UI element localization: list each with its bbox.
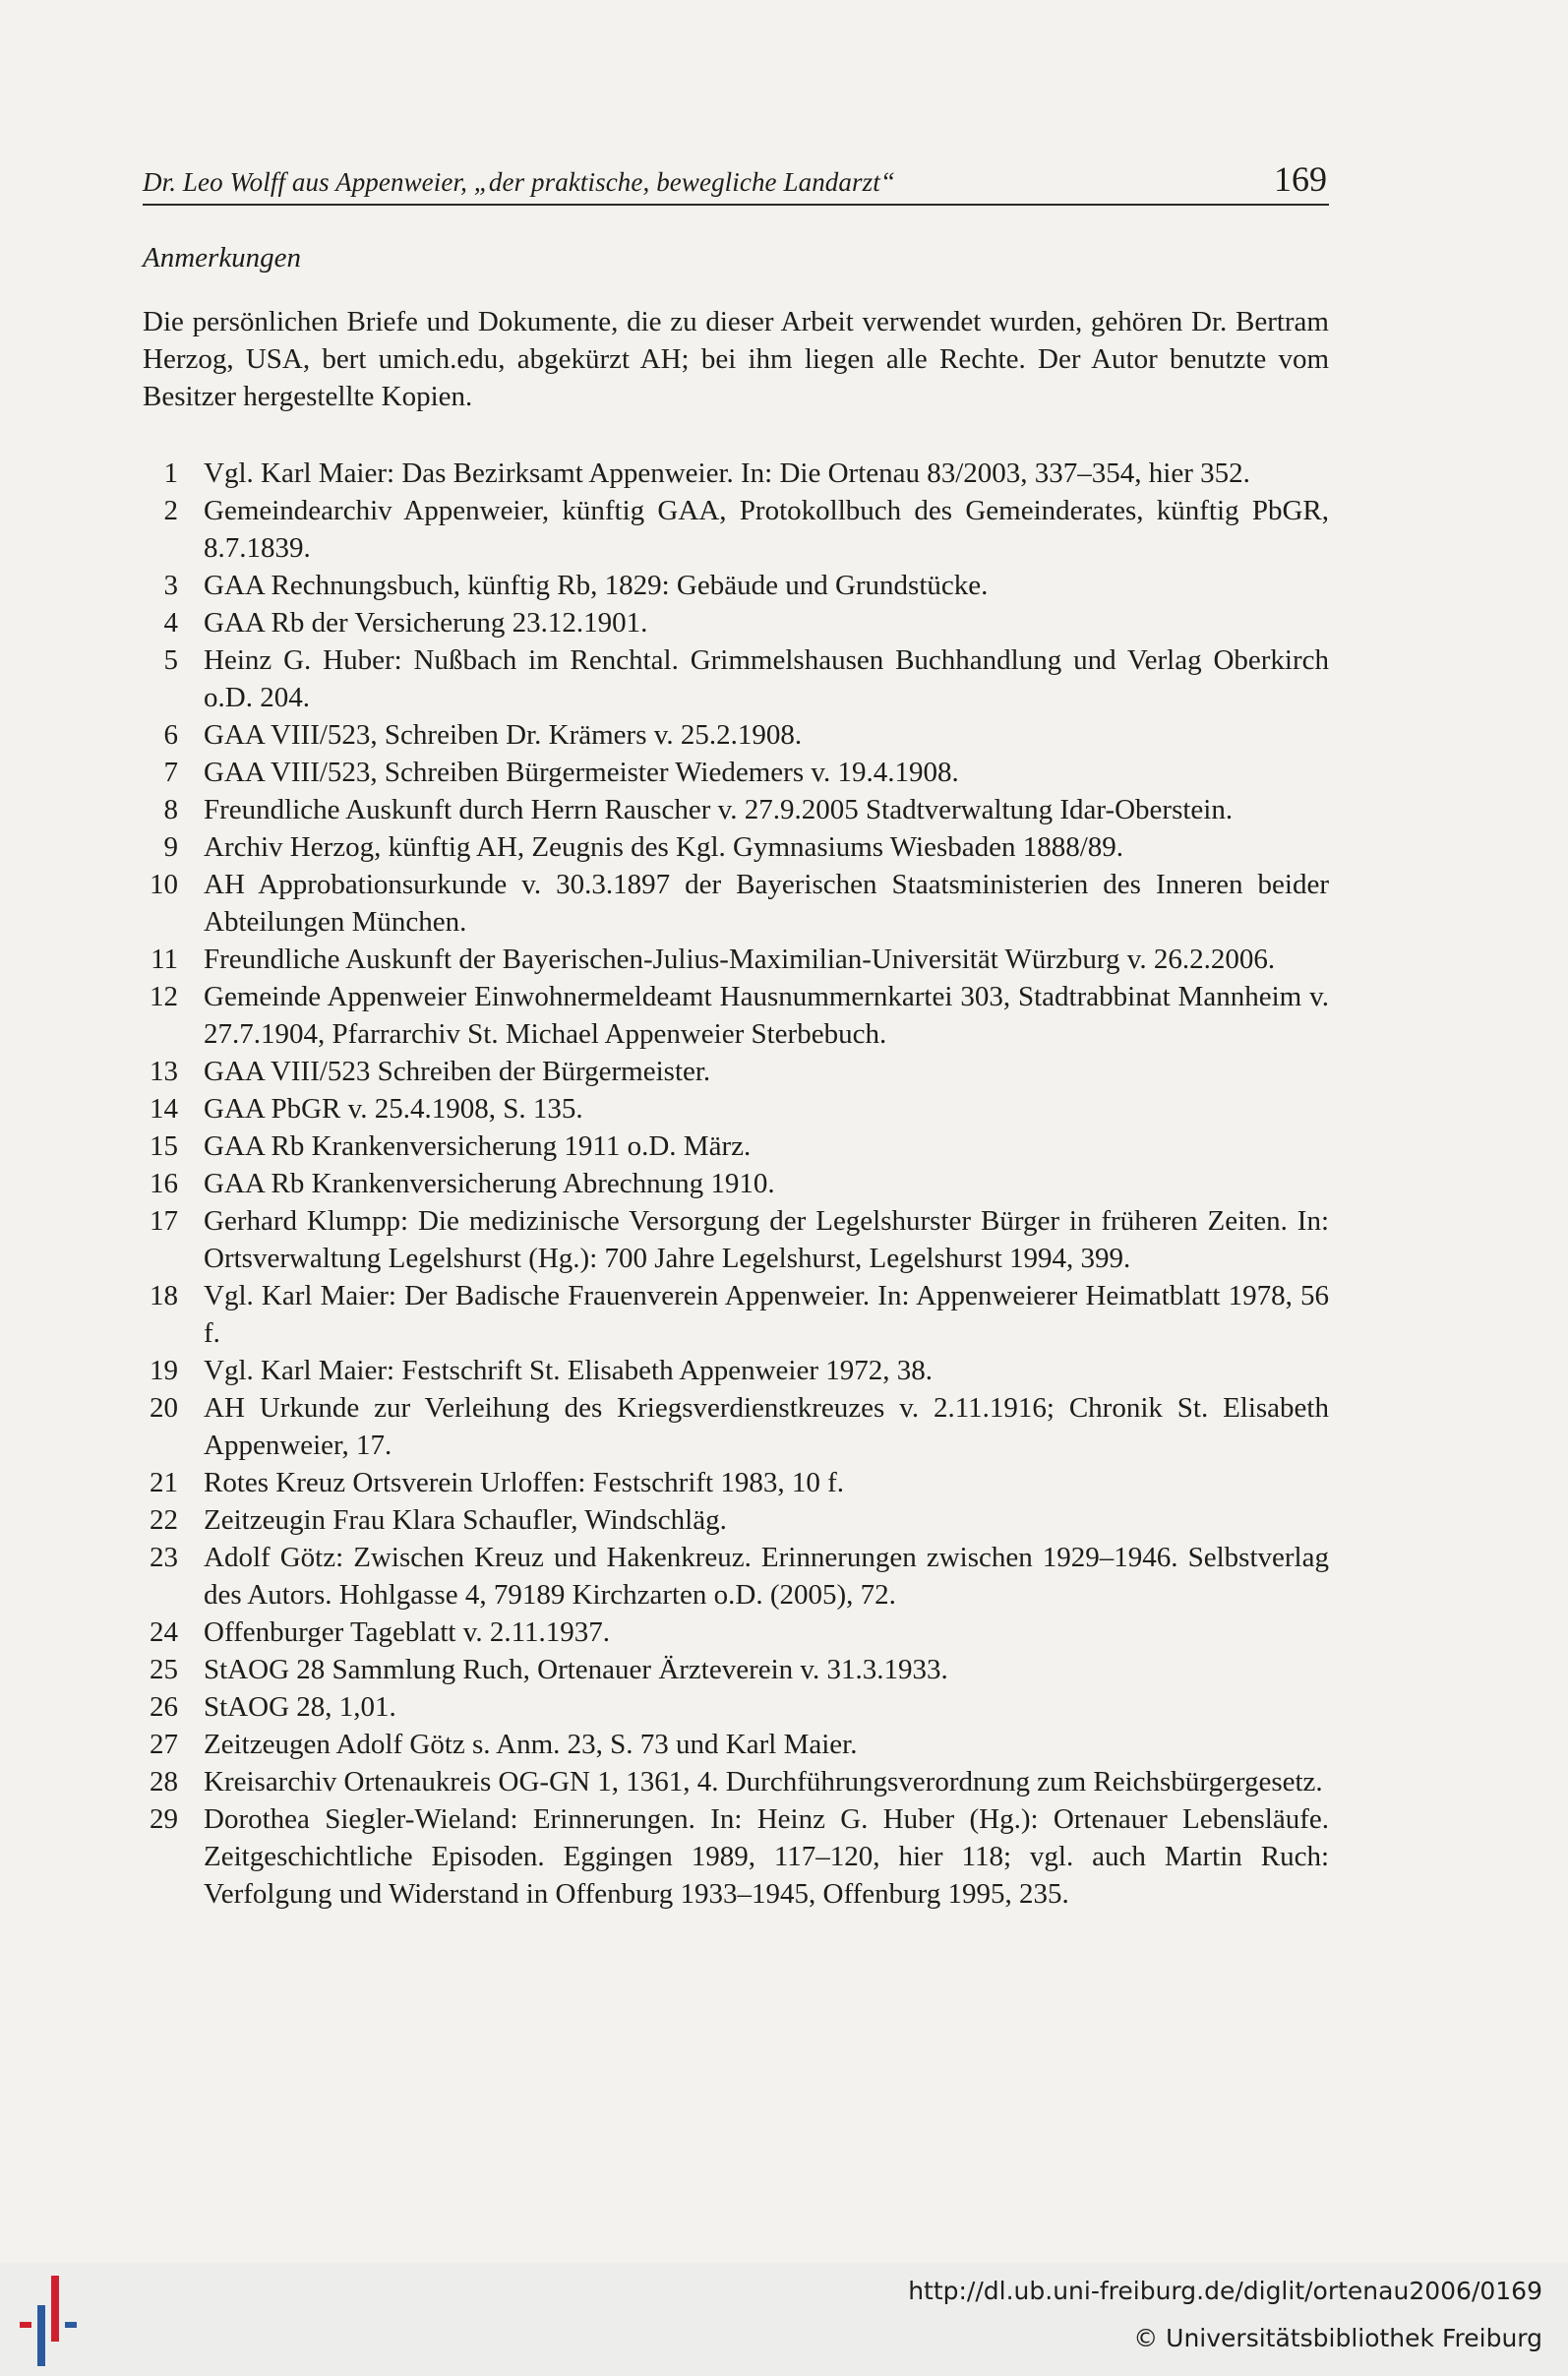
endnote-text: Heinz G. Huber: Nußbach im Renchtal. Grimmelshausen Buchhandlung und Verlag Oberkirch o.D. 204. — [204, 644, 1329, 713]
endnote-number: 25 — [150, 1654, 178, 1685]
endnote-item — [143, 1464, 1329, 1501]
endnote-text: GAA VIII/523, Schreiben Dr. Krämers v. 25.2.1908. — [204, 719, 803, 751]
copyright-notice: © Universitätsbibliothek Freiburg — [1133, 2324, 1542, 2352]
endnote-text: Kreisarchiv Ortenaukreis OG-GN 1, 1361, 4. Durchführungsverordnung zum Reichsbürgergesetz. — [204, 1766, 1323, 1797]
endnote-item — [143, 1165, 1329, 1202]
endnote-item — [143, 455, 1329, 492]
endnote-number: 5 — [163, 644, 178, 676]
endnote-item — [143, 1726, 1329, 1763]
endnote-text: Gerhard Klumpp: Die medizinische Versorgung der Legelshurster Bürger in früheren Zeiten. In: Ortsverwaltung Legelshurst (Hg.): 700 Jahre Legelshurst, Legelshurst 1994, 399. — [204, 1205, 1329, 1274]
endnote-number: 8 — [163, 794, 178, 825]
endnote-item — [143, 828, 1329, 866]
endnote-number: 10 — [150, 869, 178, 900]
section-heading: Anmerkungen — [143, 242, 302, 274]
endnote-item — [143, 941, 1329, 978]
endnote-number: 21 — [150, 1467, 178, 1498]
endnote-number: 2 — [163, 495, 178, 526]
endnote-number: 11 — [151, 944, 178, 975]
endnote-text: Gemeinde Appenweier Einwohnermeldeamt Hausnummernkartei 303, Stadtrabbinat Mannheim v. 27.7.1904, Pfarrarchiv St. Michael Appenweier Sterbebuch. — [204, 981, 1329, 1050]
endnote-text: StAOG 28 Sammlung Ruch, Ortenauer Ärzteverein v. 31.3.1933. — [204, 1654, 948, 1685]
endnote-item — [143, 1501, 1329, 1539]
endnote-item — [143, 1800, 1329, 1913]
endnote-text: Vgl. Karl Maier: Der Badische Frauenverein Appenweier. In: Appenweierer Heimatblatt 1978, 56 f. — [204, 1280, 1329, 1349]
endnote-number: 3 — [163, 570, 178, 601]
endnote-item — [143, 1127, 1329, 1165]
endnote-text: Offenburger Tageblatt v. 2.11.1937. — [204, 1616, 611, 1648]
page-number: 169 — [1274, 159, 1327, 199]
endnote-item — [143, 492, 1329, 567]
endnote-number: 14 — [150, 1093, 178, 1125]
endnote-item — [143, 641, 1329, 716]
endnote-item — [143, 1614, 1329, 1651]
endnote-item — [143, 1688, 1329, 1726]
endnote-number: 27 — [150, 1729, 178, 1760]
endnote-text: GAA PbGR v. 25.4.1908, S. 135. — [204, 1093, 583, 1125]
endnote-number: 4 — [163, 607, 178, 639]
ub-freiburg-logo-icon[interactable] — [20, 2276, 100, 2366]
running-title: Dr. Leo Wolff aus Appenweier, „der praktische, bewegliche Landarzt“ — [143, 167, 895, 197]
endnote-text: Freundliche Auskunft durch Herrn Rauscher v. 27.9.2005 Stadtverwaltung Idar-Oberstein. — [204, 794, 1234, 825]
endnote-text: AH Urkunde zur Verleihung des Kriegsverdienstkreuzes v. 2.11.1916; Chronik St. Elisabeth Appenweier, 17. — [204, 1392, 1329, 1461]
endnote-item — [143, 1202, 1329, 1277]
endnote-number: 24 — [150, 1616, 178, 1648]
endnote-text: Zeitzeugin Frau Klara Schaufler, Windschläg. — [204, 1504, 727, 1536]
endnote-text: GAA VIII/523 Schreiben der Bürgermeister. — [204, 1056, 711, 1087]
endnote-text: AH Approbationsurkunde v. 30.3.1897 der Bayerischen Staatsministerien des Inneren beider Abteilungen München. — [204, 869, 1329, 938]
endnote-text: Rotes Kreuz Ortsverein Urloffen: Festschrift 1983, 10 f. — [204, 1467, 845, 1498]
endnote-item — [143, 866, 1329, 941]
endnote-number: 6 — [163, 719, 178, 751]
endnote-item — [143, 1389, 1329, 1464]
endnote-number: 22 — [150, 1504, 178, 1536]
endnote-item — [143, 1763, 1329, 1800]
endnote-item — [143, 1090, 1329, 1127]
endnote-number: 9 — [163, 831, 178, 863]
endnote-item — [143, 567, 1329, 604]
endnote-item — [143, 716, 1329, 754]
endnote-text: Freundliche Auskunft der Bayerischen-Julius-Maximilian-Universität Würzburg v. 26.2.2006. — [204, 944, 1276, 975]
endnote-number: 15 — [150, 1130, 178, 1162]
endnote-text: Gemeindearchiv Appenweier, künftig GAA, Protokollbuch des Gemeinderates, künftig PbGR, 8.7.1839. — [204, 495, 1329, 564]
endnote-item — [143, 604, 1329, 641]
endnote-number: 12 — [150, 981, 178, 1012]
endnote-item — [143, 1651, 1329, 1688]
endnotes-list — [143, 455, 1329, 1913]
intro-paragraph: Die persönlichen Briefe und Dokumente, die zu dieser Arbeit verwendet wurden, gehören Dr. Bertram Herzog, USA, bert umich.edu, abgekürzt AH; bei ihm liegen alle Rechte. Der Autor benutzte vom Besitzer hergestellte Kopien. — [143, 306, 1329, 412]
endnote-number: 26 — [150, 1691, 178, 1723]
running-header — [143, 154, 1329, 206]
endnote-number: 17 — [150, 1205, 178, 1237]
endnote-item — [143, 978, 1329, 1053]
endnote-number: 19 — [150, 1355, 178, 1386]
endnote-number: 1 — [163, 457, 178, 489]
endnote-number: 29 — [150, 1803, 178, 1835]
endnote-item — [143, 754, 1329, 791]
endnote-number: 20 — [150, 1392, 178, 1424]
endnote-item — [143, 1277, 1329, 1352]
endnote-item — [143, 791, 1329, 828]
endnote-text: Adolf Götz: Zwischen Kreuz und Hakenkreuz. Erinnerungen zwischen 1929–1946. Selbstverlag des Autors. Hohlgasse 4, 79189 Kirchzarten o.D. (2005), 72. — [204, 1542, 1329, 1611]
endnote-number: 23 — [150, 1542, 178, 1573]
endnote-text: Zeitzeugen Adolf Götz s. Anm. 23, S. 73 und Karl Maier. — [204, 1729, 858, 1760]
endnote-text: Archiv Herzog, künftig AH, Zeugnis des Kgl. Gymnasiums Wiesbaden 1888/89. — [204, 831, 1124, 863]
endnote-item — [143, 1539, 1329, 1614]
endnote-number: 18 — [150, 1280, 178, 1311]
endnote-text: GAA Rb Krankenversicherung 1911 o.D. März. — [204, 1130, 752, 1162]
endnote-text: GAA Rb Krankenversicherung Abrechnung 1910. — [204, 1168, 775, 1199]
endnote-item — [143, 1053, 1329, 1090]
endnote-text: GAA VIII/523, Schreiben Bürgermeister Wiedemers v. 19.4.1908. — [204, 757, 959, 788]
endnote-number: 7 — [163, 757, 178, 788]
endnote-text: StAOG 28, 1,01. — [204, 1691, 396, 1723]
endnote-text: Dorothea Siegler-Wieland: Erinnerungen. In: Heinz G. Huber (Hg.): Ortenauer Lebensläufe. Zeitgeschichtliche Episoden. Eggingen 1989, 117–120, hier 118; vgl. auch Martin Ruch: Verfolgung und Widerstand in Offenburg 1933–1945, Offenburg 1995, 235. — [204, 1803, 1329, 1910]
endnote-text: Vgl. Karl Maier: Festschrift St. Elisabeth Appenweier 1972, 38. — [204, 1355, 933, 1386]
endnote-text: Vgl. Karl Maier: Das Bezirksamt Appenweier. In: Die Ortenau 83/2003, 337–354, hier 352. — [204, 457, 1250, 489]
endnote-number: 28 — [150, 1766, 178, 1797]
endnote-text: GAA Rb der Versicherung 23.12.1901. — [204, 607, 648, 639]
endnote-number: 13 — [150, 1056, 178, 1087]
endnote-text: GAA Rechnungsbuch, künftig Rb, 1829: Gebäude und Grundstücke. — [204, 570, 989, 601]
endnote-number: 16 — [150, 1168, 178, 1199]
source-url-link[interactable]: http://dl.ub.uni-freiburg.de/diglit/ortenau2006/0169 — [908, 2277, 1542, 2305]
endnote-item — [143, 1352, 1329, 1389]
